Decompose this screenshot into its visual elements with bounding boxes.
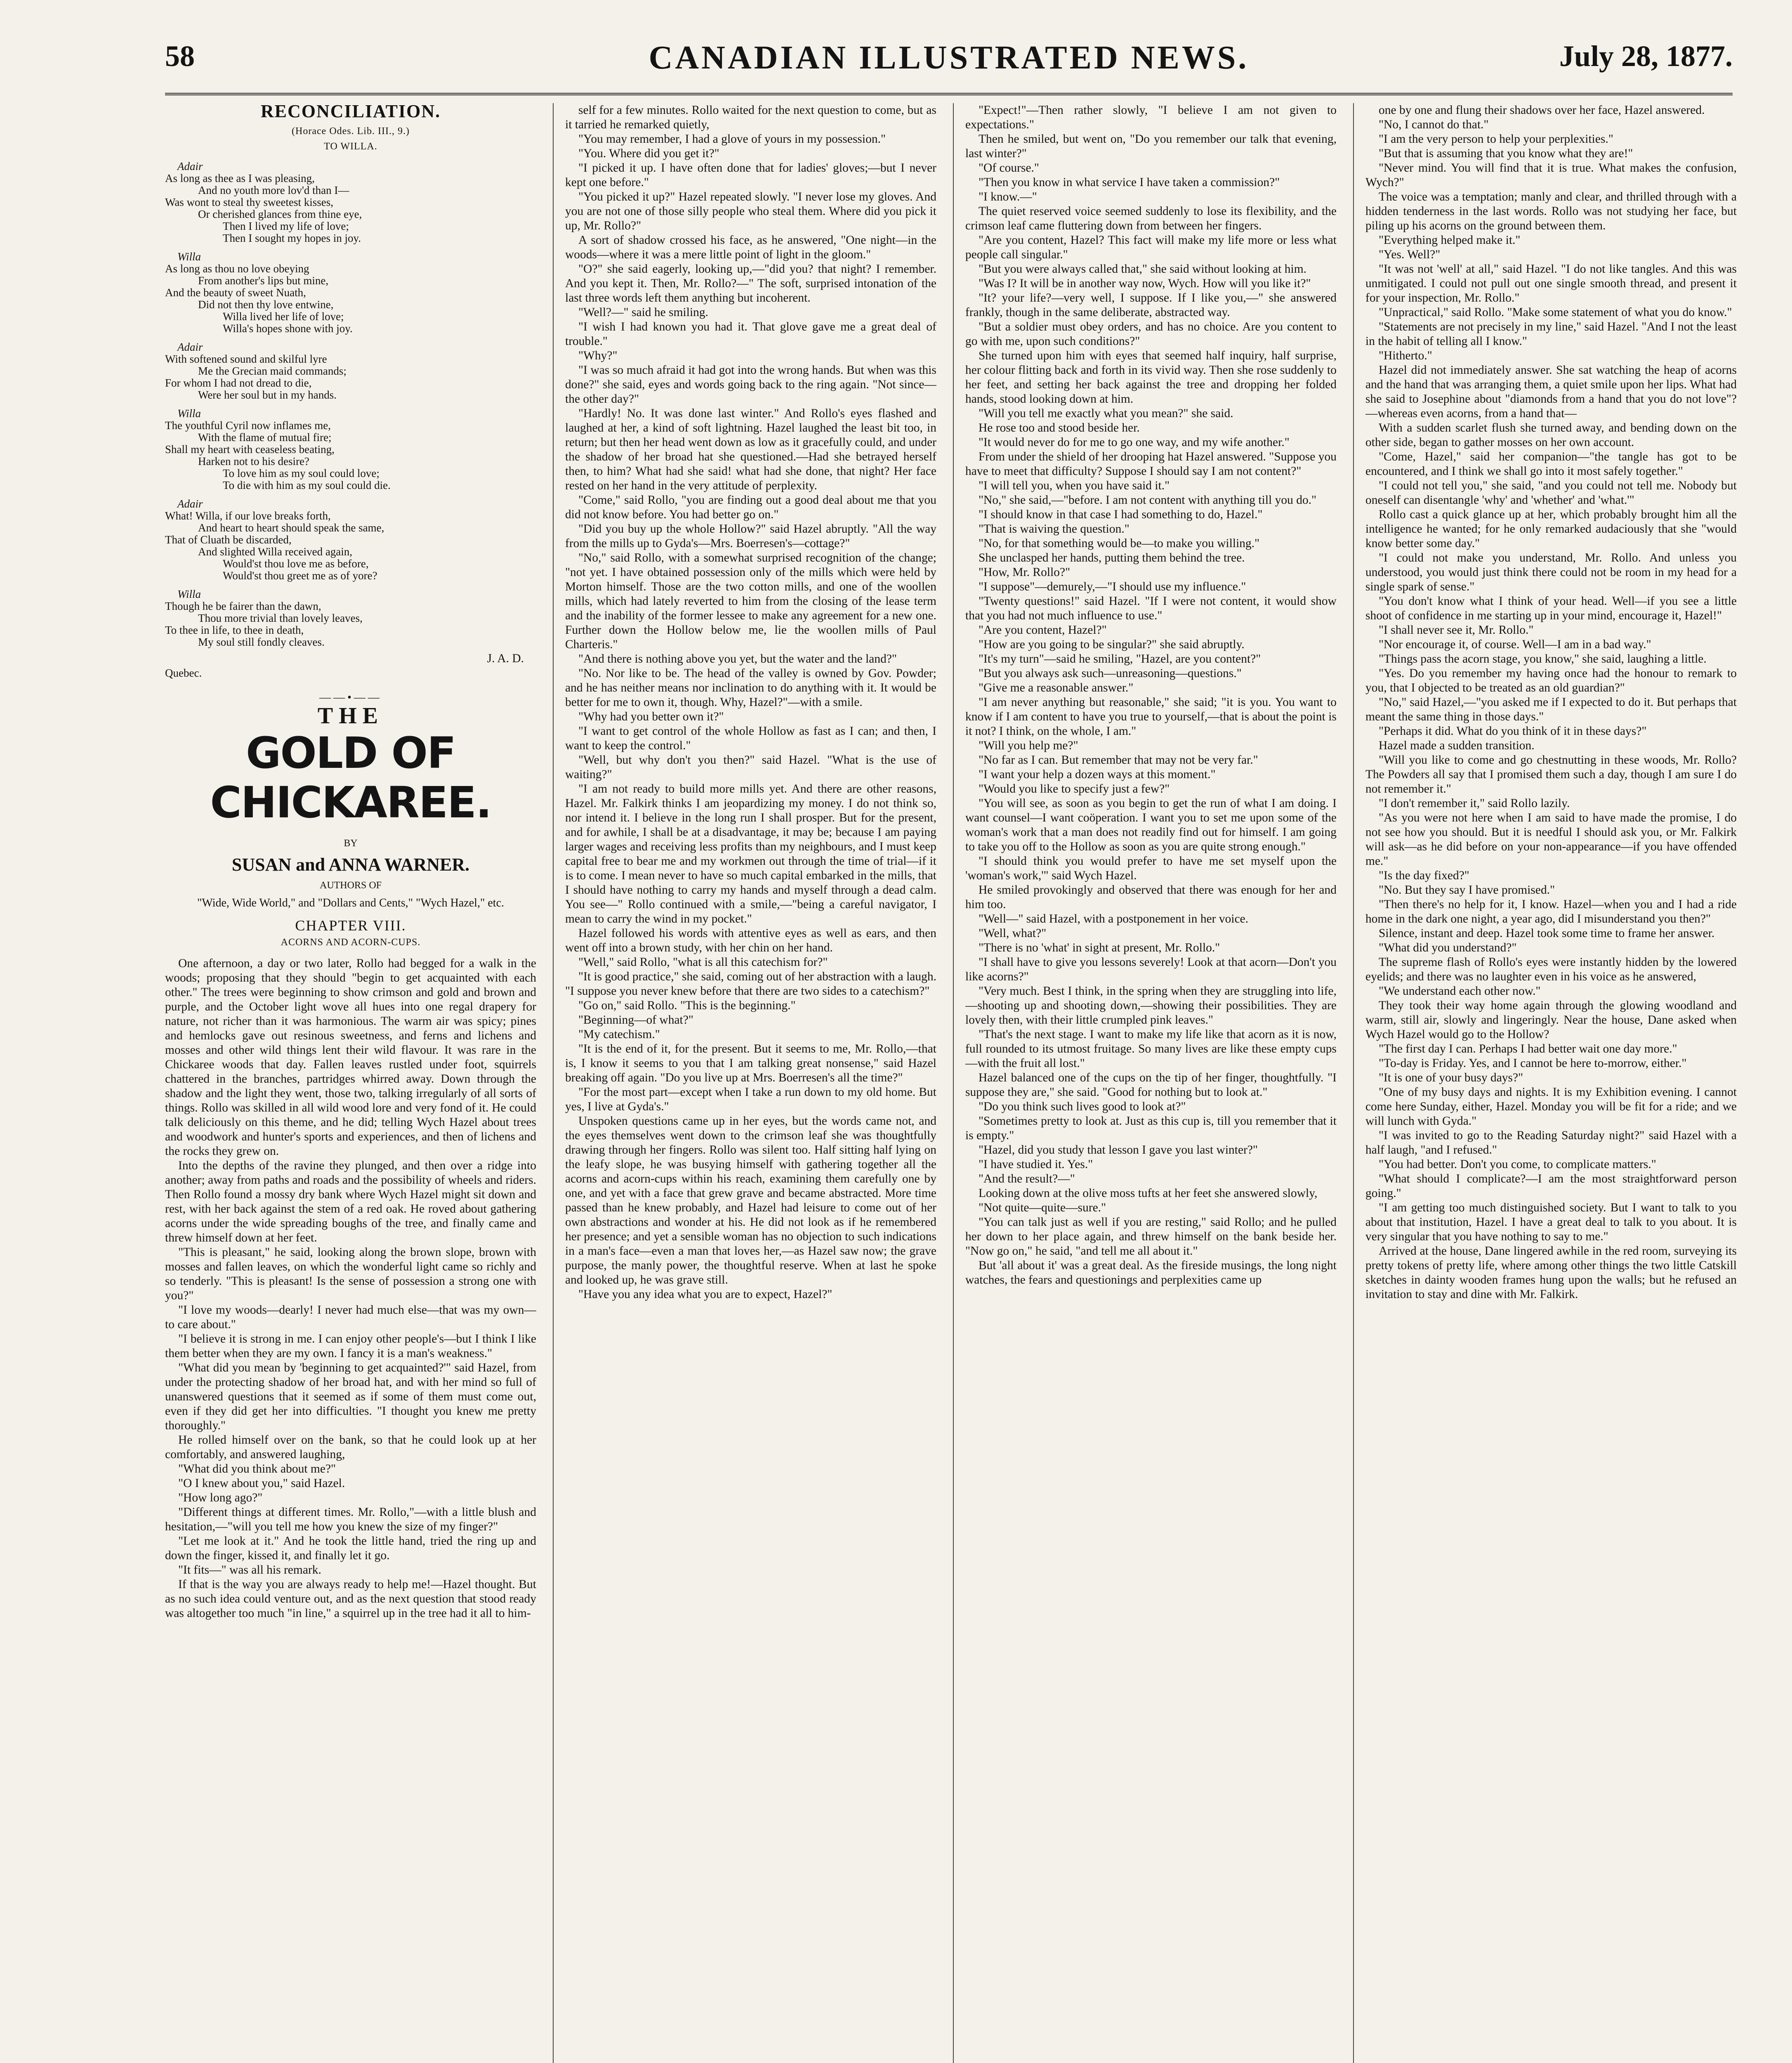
paragraph: "No, for that something would be—to make you willing."	[979, 537, 1260, 550]
paragraph: "It fits—" was all his remark.	[178, 1563, 321, 1577]
paragraph: "It was not 'well' at all," said Hazel. "I do not like tangles. And this was unmitigated. I could not pull out one single smooth thread, and present it for your inspection, Mr. Rollo."	[1365, 262, 1737, 304]
paragraph: "Never mind. You will find that it is true. What makes the confusion, Wych?"	[1365, 161, 1737, 189]
paragraph: "It is good practice," she said, coming out of her abstraction with a laugh. "I suppose you never knew before that there are two sides to a catechism?"	[565, 970, 936, 998]
paragraph: "Hardly! No. It was done last winter." And Rollo's eyes flashed and laughed at her, a kind of soft lightning. Hazel laughed the least bit too, in return; but then her head went down as low as it gracefully could, and under the shadow of her broad hat she questioned.—Had she betrayed herself then, to him? What had she said! what had she done, that night? Her face rested on her hand in the very attitude of perplexity.	[565, 407, 936, 492]
paragraph: "I shall have to give you lessons severely! Look at that acorn—Don't you like acorns?"	[965, 956, 1337, 983]
paragraph: One afternoon, a day or two later, Rollo had begged for a walk in the woods; proposing that they should "begin to get acquainted with each other." The trees were beginning to show crimson and gold and brown and purple, and the October light wove all hues into one regal drapery for nature, not richer than it was harmonious. The warm air was spicy; pines and hemlocks gave out resinous sweetness, and ferns and lichens and mosses and other wild things lent their wild flavour. It was rare in the Chickaree woods that day. Fallen leaves rustled under foot, squirrels chattered in the branches, partridges whirred away. Down through the shadow and the light they went, those two, talking irregularly of all sorts of things. Rollo was skilled in all wild wood lore and very fond of it. He could talk deliciously on this theme, and he did; telling Wych Hazel about trees and woodwork and hunter's sports and experiences, and then of lichens and the rocks they grew on.	[165, 957, 536, 1158]
paragraph: "I want to get control of the whole Hollow as fast as I can; and then, I want to keep the control."	[565, 725, 936, 752]
paragraph: She unclasped her hands, putting them behind the tree.	[979, 551, 1245, 564]
poem-line: To die with him as my soul could die.	[223, 479, 391, 491]
column-2	[565, 103, 936, 2063]
paragraph: "Well, but why don't you then?" said Hazel. "What is the use of waiting?"	[565, 753, 936, 781]
poem-line: As long as thou no love obeying	[165, 262, 309, 275]
paragraph: He rolled himself over on the bank, so that he could look up at her comfortably, and answered laughing,	[165, 1433, 536, 1461]
paragraph: "Are you content, Hazel?"	[979, 623, 1107, 637]
paragraph: If that is the way you are always ready to help me!—Hazel thought. But as no such idea could venture out, and as the next question that stood ready was altogether too much "in line," a squirrel up in the tree had it all to him-	[165, 1578, 536, 1620]
paragraph: Rollo cast a quick glance up at her, which probably brought him all the intelligence he wanted; for he only remarked audaciously that she "would know better some day."	[1365, 508, 1737, 550]
paragraph: "What did you understand?"	[1379, 941, 1517, 954]
paragraph: A sort of shadow crossed his face, as he answered, "One night—in the woods—where it was a mere little point of light in the gloom."	[565, 234, 936, 261]
paragraph: "No," said Hazel,—"you asked me if I expected to do it. But perhaps that meant the same thing in those days."	[1365, 696, 1737, 723]
paragraph: "Then you know in what service I have taken a commission?"	[979, 176, 1280, 189]
paragraph: "You. Where did you get it?"	[578, 147, 719, 160]
paragraph: "Perhaps it did. What do you think of it in these days?"	[1379, 725, 1647, 738]
paragraph: She turned upon him with eyes that seemed half inquiry, half surprise, her colour flitting back and forth in its vivid way. Then she rose suddenly to her feet, and setting her back against the tree and dropping her folded hands, stood looking down at him.	[965, 349, 1337, 406]
paragraph: "I am not ready to build more mills yet. And there are other reasons, Hazel. Mr. Falkirk thinks I am jeopardizing my money. I do not think so, nor intend it. I believe in the long run I shall prosper. But for the present, and for awhile, I shall be at a disadvantage, it may be; because I am paying larger wages and receiving less profits than my neighbours, and I must keep capital free to bear me and my workmen out through the time of trial—if it is to come. I mean never to have so much capital embarked in the mills, that I should have nothing to carry my hands and myself through a dead calm. You see—" Rollo continued with a smile,—"being a careful navigator, I mean to carry the wind in my pocket."	[565, 782, 936, 925]
paragraph: "I picked it up. I have often done that for ladies' gloves;—but I never kept one before."	[565, 161, 936, 189]
poem-speaker: Adair	[177, 341, 203, 353]
paragraph: The quiet reserved voice seemed suddenly to lose its flexibility, and the crimson leaf came fluttering down from between her fingers.	[965, 205, 1337, 232]
poem-line: That of Cluath be discarded,	[165, 533, 292, 546]
section-divider: ——•——	[319, 691, 382, 704]
paragraph: "The first day I can. Perhaps I had better wait one day more."	[1379, 1042, 1677, 1055]
paragraph: "I know.—"	[979, 190, 1037, 203]
paragraph: "Come," said Rollo, "you are finding out a good deal about me that you did not know before. You had better go on."	[565, 493, 936, 521]
poem-line: Then I sought my hopes in joy.	[223, 232, 361, 244]
poem-line: From another's lips but mine,	[198, 274, 329, 287]
paragraph: "To-day is Friday. Yes, and I cannot be here to-morrow, either."	[1379, 1057, 1687, 1070]
paragraph: "I want your help a dozen ways at this moment."	[979, 768, 1216, 781]
paragraph: "It would never do for me to go one way, and my wife another."	[979, 436, 1290, 449]
poem-line: Were her soul but in my hands.	[198, 389, 337, 401]
poem-line: Though he be fairer than the dawn,	[165, 600, 321, 612]
paragraph: "Do you think such lives good to look at?"	[979, 1100, 1186, 1113]
paragraph: "Beginning—of what?"	[578, 1013, 693, 1027]
paragraph: "And there is nothing above you yet, but the water and the land?"	[578, 652, 897, 666]
paragraph: "I love my woods—dearly! I never had much else—that was my own—to care about."	[165, 1303, 536, 1331]
paragraph: "It's my turn"—said he smiling, "Hazel, are you content?"	[979, 652, 1261, 666]
paragraph: "How are you going to be singular?" she said abruptly.	[979, 638, 1245, 651]
story-authors-of: AUTHORS OF	[319, 880, 382, 891]
paragraph: "Everything helped make it."	[1379, 234, 1521, 247]
paragraph: "I shall never see it, Mr. Rollo."	[1379, 623, 1534, 637]
paragraph: "Yes. Do you remember my having once had the honour to remark to you, that I objected to be treated as an old guardian?"	[1365, 667, 1737, 694]
column-4-text	[1365, 103, 1737, 1302]
paragraph: "I suppose"—demurely,—"I should use my influence."	[979, 580, 1246, 593]
paragraph: "This is pleasant," he said, looking along the brown slope, brown with mosses and fallen leaves, on which the wonderful light came so richly and so tenderly. "This is pleasant! Is the sense of possession a strong one with you?"	[165, 1246, 536, 1302]
paragraph: Then he smiled, but went on, "Do you remember our talk that evening, last winter?"	[965, 132, 1337, 160]
column-4	[1365, 103, 1737, 2063]
poem-line: As long as thee as I was pleasing,	[165, 172, 315, 184]
paragraph: "Will you help me?"	[979, 739, 1078, 752]
poem-line: Then I lived my life of love;	[223, 220, 349, 232]
story-authors: SUSAN and ANNA WARNER.	[231, 854, 470, 875]
paragraph: "I believe it is strong in me. I can enjoy other people's—but I think I like them better when they are my own. I fancy it is a man's weakness."	[165, 1332, 536, 1360]
poem-line: Shall my heart with ceaseless beating,	[165, 443, 335, 456]
page-number: 58	[165, 40, 195, 73]
paragraph: "Will you tell me exactly what you mean?" she said.	[979, 407, 1233, 420]
paragraph: "Unpractical," said Rollo. "Make some statement of what you do know."	[1379, 306, 1732, 319]
paragraph: "You can talk just as well if you are resting," said Rollo; and he pulled her down to her place again, and threw himself on the bank beside her. "Now go on," he said, "and tell me all about it."	[965, 1216, 1337, 1258]
poem-body	[165, 161, 536, 648]
paragraph: "As you were not here when I am said to have made the promise, I do not see how you should. But it is needful I should ask you, or Mr. Falkirk will ask—as he did before on your non-appearance—if you have offended me."	[1365, 811, 1737, 868]
poem-line: Me the Grecian maid commands;	[198, 365, 347, 377]
paragraph: "You had better. Don't you come, to complicate matters."	[1379, 1158, 1656, 1171]
paragraph: self for a few minutes. Rollo waited for the next question to come, but as it tarried he remarked quietly,	[565, 104, 936, 131]
paragraph: "Yes. Well?"	[1379, 248, 1441, 261]
paragraph: "That is waiving the question."	[979, 522, 1129, 536]
paragraph: They took their way home again through the glowing woodland and warm, still air, slowly and lingeringly. Near the house, Dane asked when Wych Hazel would go to the Hollow?	[1365, 999, 1737, 1041]
poem-place: Quebec.	[165, 667, 202, 679]
story-the: THE	[317, 703, 384, 729]
header-rule	[165, 93, 1733, 95]
poem-line: Would'st thou greet me as of yore?	[223, 569, 377, 582]
paragraph: "Give me a reasonable answer."	[979, 681, 1134, 694]
paragraph: "No far as I can. But remember that may not be very far."	[979, 753, 1258, 767]
paragraph: "No," said Rollo, with a somewhat surprised recognition of the change; "not yet. I have obtained possession only of the mills which were held by Morton himself. Those are the two cotton mills, and one of the woollen mills, which had lately reverted to him from the closing of the lease term and the inability of the former lessee to make any agreement for a new one. Further down the Hollow below me, lie the woollen mills of Paul Charteris."	[565, 551, 936, 651]
paragraph: "Then there's no help for it, I know. Hazel—when you and I had a ride home in the dark one night, a year ago, did I misunderstand you then?"	[1365, 898, 1737, 925]
poem-line: With softened sound and skilful lyre	[165, 353, 327, 365]
paragraph: "Well—" said Hazel, with a postponement in her voice.	[979, 912, 1249, 925]
paragraph: "I don't remember it," said Rollo lazily.	[1379, 797, 1570, 810]
paragraph: "Statements are not precisely in my line," said Hazel. "And I not the least in the habit of telling all I know."	[1365, 320, 1737, 348]
paragraph: "Very much. Best I think, in the spring when they are struggling into life,—shooting up and shooting down,—showing their possibilities. They are lovely then, with their little crumpled pink leaves."	[965, 984, 1337, 1027]
column-divider	[953, 103, 954, 2063]
paragraph: Arrived at the house, Dane lingered awhile in the red room, surveying its pretty tokens of pretty life, where among other things the two little Catskill sketches in dainty wooden frames hung upon the walls; but he refused an invitation to stay and dine with Mr. Falkirk.	[1365, 1244, 1737, 1301]
poem-speaker: Willa	[177, 250, 201, 263]
paragraph: "O?" she said eagerly, looking up,—"did you? that night? I remember. And you kept it. Then, Mr. Rollo?—" The soft, surprised intonation of the last three words left them anything but incoherent.	[565, 262, 936, 304]
poem-line: To thee in life, to thee in death,	[165, 624, 304, 636]
paragraph: Unspoken questions came up in her eyes, but the words came not, and the eyes themselves went down to the crimson leaf she was thoughtfully drawing through her fingers. Rollo was silent too. Half sitting half lying on the leafy slope, he was busying himself with gathering together all the acorns and acorn-cups within his reach, examining them carefully one by one, and yet with a face that grew grave and became abstracted. More time passed than he knew probably, and Hazel had leisure to come out of her own abstractions and wonder at his. He did not look as if he remembered her presence; and yet a sensible woman has no objection to such indications in a man's face—even a man that loves her,—as Hazel saw now; the grave purpose, the manly power, the thoughtful reserve. When at last he spoke and looked up, he was grave still.	[565, 1114, 936, 1286]
poem-line: What! Willa, if our love breaks forth,	[165, 510, 331, 522]
paragraph: "You picked it up?" Hazel repeated slowly. "I never lose my gloves. And you are not one of those silly people who steal them. Where did you pick it up, Mr. Rollo?"	[565, 190, 936, 232]
poem-line: Willa lived her life of love;	[223, 310, 344, 323]
poem-speaker: Willa	[177, 588, 201, 600]
paragraph: "Well?—" said he smiling.	[578, 306, 709, 319]
paragraph: "But a soldier must obey orders, and has no choice. Are you content to go with me, upon such conditions?"	[965, 320, 1337, 348]
poem-line: Or cherished glances from thine eye,	[198, 208, 362, 220]
poem-speaker: Adair	[177, 160, 203, 172]
paragraph: Silence, instant and deep. Hazel took some time to frame her answer.	[1379, 927, 1715, 940]
paragraph: "Hitherto."	[1379, 349, 1432, 362]
paragraph: "I was invited to go to the Reading Saturday night?" said Hazel with a half laugh, "and I refused."	[1365, 1129, 1737, 1157]
paragraph: "Twenty questions!" said Hazel. "If I were not content, it would show that you had not much influence to use."	[965, 595, 1337, 622]
paragraph: "Come, Hazel," said her companion—"the tangle has got to be encountered, and I think we shall go into it most safely together."	[1365, 450, 1737, 478]
paragraph: "That's the next stage. I want to make my life like that acorn as it is now, full rounded to its utmost fruitage. So many lives are like these empty cups—with the fruit all lost."	[965, 1028, 1337, 1070]
paragraph: "Nor encourage it, of course. Well—I am in a bad way."	[1379, 638, 1651, 651]
paragraph: "Hazel, did you study that lesson I gave you last winter?"	[979, 1143, 1258, 1157]
paragraph: "But that is assuming that you know what they are!"	[1379, 147, 1633, 160]
poem-title: RECONCILIATION.	[260, 103, 441, 121]
paragraph: "I was so much afraid it had got into the wrong hands. But when was this done?" she said, eyes and words going back to the ring again. "Not since—the other day?"	[565, 364, 936, 406]
paragraph: "Why?"	[578, 349, 618, 362]
column-1	[165, 103, 536, 2063]
poem-line: Was wont to steal thy sweetest kisses,	[165, 196, 334, 208]
paragraph: "I could not tell you," she said, "and you could not tell me. Nobody but oneself can disentangle 'why' and 'whether' and 'what.'"	[1365, 479, 1737, 507]
poem-line: And no youth more lov'd than I—	[198, 184, 349, 196]
paragraph: "One of my busy days and nights. It is my Exhibition evening. I cannot come here Sunday, either, Hazel. Monday you will be fit for a ride; and we will lunch with Gyda."	[1365, 1086, 1737, 1128]
paragraph: "What did you mean by 'beginning to get acquainted?'" said Hazel, from under the protecting shadow of her broad hat, and with her mind so full of unanswered questions that it seemed as if some of them must come out, even if they did get her into difficulties. "I thought you knew me pretty thoroughly."	[165, 1361, 536, 1432]
paragraph: "Have you any idea what you are to expect, Hazel?"	[578, 1288, 832, 1301]
page-header	[165, 39, 1733, 85]
paragraph: "How, Mr. Rollo?"	[979, 566, 1070, 579]
paragraph: "O I knew about you," said Hazel.	[178, 1477, 345, 1490]
poem-signature: J. A. D.	[487, 652, 524, 665]
paragraph: "Things pass the acorn stage, you know," she said, laughing a little.	[1379, 652, 1707, 666]
story-title: GOLD OF CHICKAREE.	[210, 728, 491, 828]
paragraph: "I will tell you, when you have said it."	[979, 479, 1170, 492]
paragraph: "I should think you would prefer to have me set myself upon the 'woman's work,'" said Wych Hazel.	[965, 854, 1337, 882]
paragraph: With a sudden scarlet flush she turned away, and bending down on the other side, began to gather mosses on her own account.	[1365, 421, 1737, 449]
paragraph: "But you were always called that," she said without looking at him.	[979, 262, 1307, 276]
poem-line: And slighted Willa received again,	[198, 545, 353, 558]
paragraph: "Different things at different times. Mr. Rollo,"—with a little blush and hesitation,—"will you tell me how you knew the size of my finger?"	[165, 1506, 536, 1533]
poem-speaker: Willa	[177, 407, 201, 420]
chapter-number: CHAPTER VIII.	[295, 917, 406, 934]
paragraph: "Go on," said Rollo. "This is the beginning."	[578, 999, 796, 1012]
paragraph: Looking down at the olive moss tufts at her feet she answered slowly,	[979, 1187, 1318, 1200]
paragraph: "No. But they say I have promised."	[1379, 883, 1555, 897]
paragraph: "You may remember, I had a glove of yours in my possession."	[578, 132, 886, 146]
paragraph: "No. Nor like to be. The head of the valley is owned by Gov. Powder; and he has neither means nor inclination to do anything with it. It would be better for me to own it, though. Why, Hazel?"—with a smile.	[565, 667, 936, 709]
paragraph: "There is no 'what' in sight at present, Mr. Rollo."	[979, 941, 1220, 954]
paragraph: He rose too and stood beside her.	[979, 421, 1140, 434]
paragraph: "Expect!"—Then rather slowly, "I believe I am not given to expectations."	[965, 104, 1337, 131]
paragraph: "You don't know what I think of your head. Well—if you see a little shoot of confidence in me starting up in your mind, encourage it, Hazel!"	[1365, 595, 1737, 622]
paragraph: "For the most part—except when I take a run down to my old home. But yes, I live at Gyda's."	[565, 1086, 936, 1113]
paragraph: "No," she said,—"before. I am not content with anything till you do."	[979, 493, 1317, 507]
paragraph: "Let me look at it." And he took the little hand, tried the ring up and down the finger, kissed it, and finally let it go.	[165, 1534, 536, 1562]
paragraph: one by one and flung their shadows over her face, Hazel answered.	[1379, 104, 1705, 117]
paragraph: "Not quite—quite—sure."	[979, 1201, 1106, 1214]
paragraph: "Why had you better own it?"	[578, 710, 724, 723]
poem-line: And the beauty of sweet Nuath,	[165, 286, 306, 299]
paragraph: "I am never anything but reasonable," she said; "it is you. You want to know if I am content to have you true to yourself,—that is about the point is it not? I think, on the whole, I am."	[965, 696, 1337, 738]
poem-line: Thou more trivial than lovely leaves,	[198, 612, 363, 624]
paragraph: "Well," said Rollo, "what is all this catechism for?"	[578, 956, 828, 969]
paragraph: "Did you buy up the whole Hollow?" said Hazel abruptly. "All the way from the mills up to Gyda's—Mrs. Boerresen's—cottage?"	[565, 522, 936, 550]
paragraph: "What should I complicate?—I am the most straightforward person going."	[1365, 1172, 1737, 1200]
paragraph: From under the shield of her drooping hat Hazel answered. "Suppose you have to meet that difficulty? Suppose I should say I am not content?"	[965, 450, 1337, 478]
paragraph: "How long ago?"	[178, 1491, 263, 1504]
column-2-text	[565, 103, 936, 1302]
paragraph: "I should know in that case I had something to do, Hazel."	[979, 508, 1263, 521]
paragraph: Hazel followed his words with attentive eyes as well as ears, and then went off into a brown study, with her chin on her hand.	[565, 927, 936, 954]
column-3-text	[965, 103, 1337, 1287]
poem-speaker: Adair	[177, 498, 203, 510]
poem-line: To love him as my soul could love;	[223, 467, 380, 479]
paragraph: "I wish I had known you had it. That glove gave me a great deal of trouble."	[565, 320, 936, 348]
paragraph: "It? your life?—very well, I suppose. If I like you,—" she answered frankly, though in the same deliberate, abstracted way.	[965, 291, 1337, 319]
poem-line: My soul still fondly cleaves.	[198, 636, 325, 648]
paragraph: "And the result?—"	[979, 1172, 1075, 1185]
masthead: CANADIAN ILLUSTRATED NEWS.	[648, 40, 1249, 76]
paragraph: Into the depths of the ravine they plunged, and then over a ridge into another; away from paths and roads and the possibility of wheels and riders. Then Rollo found a mossy dry bank where Wych Hazel might sit down and rest, with her back against the stem of a red oak. He roved about gathering acorns under the wide spreading boughs of the tree, and finally came and threw himself down at her feet.	[165, 1159, 536, 1244]
paragraph: "I could not make you understand, Mr. Rollo. And unless you understood, you would just think there could not be room in my head for a single spark of sense."	[1365, 551, 1737, 593]
chapter-title: ACORNS AND ACORN-CUPS.	[281, 937, 421, 948]
poem-line: And heart to heart should speak the same,	[198, 522, 384, 534]
paragraph: "But you always ask such—unreasoning—questions."	[979, 667, 1242, 680]
paragraph: "Sometimes pretty to look at. Just as this cup is, till you remember that it is empty."	[965, 1114, 1337, 1142]
paragraph: "Is the day fixed?"	[1379, 869, 1469, 882]
paragraph: "Of course."	[979, 161, 1039, 175]
column-3	[965, 103, 1337, 2063]
paragraph: "It is the end of it, for the present. But it seems to me, Mr. Rollo,—that is, I know it seems to you that I am talking great nonsense," said Hazel breaking off again. "Do you live up at Mrs. Boerresen's all the time?"	[565, 1042, 936, 1084]
poem-dedication: TO WILLA.	[324, 141, 377, 152]
paragraph: The supreme flash of Rollo's eyes were instantly hidden by the lowered eyelids; and there was no laughter even in his voice as he answered,	[1365, 956, 1737, 983]
paragraph: Hazel balanced one of the cups on the tip of her finger, thoughtfully. "I suppose they are," she said. "Good for nothing but to look at."	[965, 1071, 1337, 1099]
poem-line: The youthful Cyril now inflames me,	[165, 419, 331, 432]
paragraph: "It is one of your busy days?"	[1379, 1071, 1523, 1084]
column-1-text	[165, 956, 536, 1621]
poem-line: Willa's hopes shone with joy.	[223, 322, 353, 335]
issue-date: July 28, 1877.	[1559, 40, 1733, 73]
poem-source: (Horace Odes. Lib. III., 9.)	[292, 126, 410, 137]
poem-line: With the flame of mutual fire;	[198, 431, 332, 444]
poem-line: Did not then thy love entwine,	[198, 298, 334, 311]
paragraph: "Are you content, Hazel? This fact will make my life more or less what people call singular."	[965, 234, 1337, 261]
column-divider	[1353, 103, 1354, 2063]
paragraph: "I am the very person to help your perplexities."	[1379, 132, 1613, 146]
paragraph: "No, I cannot do that."	[1379, 118, 1489, 131]
paragraph: "Was I? It will be in another way now, Wych. How will you like it?"	[979, 277, 1311, 290]
paragraph: But 'all about it' was a great deal. As the fireside musings, the long night watches, the fears and questionings and perplexities came up	[965, 1259, 1337, 1286]
paragraph: He smiled provokingly and observed that there was enough for her and him too.	[965, 883, 1337, 911]
paragraph: "I have studied it. Yes."	[979, 1158, 1093, 1171]
poem-line: Harken not to his desire?	[198, 455, 309, 467]
paragraph: "My catechism."	[578, 1028, 660, 1041]
column-divider	[553, 103, 554, 2063]
paragraph: "Will you like to come and go chestnutting in these woods, Mr. Rollo? The Powders all say that I promised them such a day, though I am sure I do not remember it."	[1365, 753, 1737, 795]
poem-line: Would'st thou love me as before,	[223, 557, 369, 570]
paragraph: "Would you like to specify just a few?"	[979, 782, 1170, 795]
paragraph: "You will see, as soon as you begin to get the run of what I am doing. I want counsel—I want coöperation. I want you to set me upon some of the woman's work that a man does not readily find out for himself. I am going to take you off to the Hollow as soon as you are quite strong enough."	[965, 797, 1337, 853]
paragraph: The voice was a temptation; manly and clear, and thrilled through with a hidden tenderness in the last words. Rollo was not studying her face, but piling up his acorns on the ground between them.	[1365, 190, 1737, 232]
paragraph: "We understand each other now."	[1379, 984, 1541, 998]
story-works: "Wide, Wide World," and "Dollars and Cents," "Wych Hazel," etc.	[197, 897, 505, 909]
paragraph: "Well, what?"	[979, 927, 1047, 940]
story-by: BY	[344, 838, 358, 849]
paragraph: Hazel made a sudden transition.	[1379, 739, 1535, 752]
paragraph: Hazel did not immediately answer. She sat watching the heap of acorns and the hand that was arranging them, a quiet smile upon her lips. What had she said to Josephine about "diamonds from a hand that you do not love"?—whereas even acorns, from a hand that—	[1365, 364, 1737, 420]
paragraph: "I am getting too much distinguished society. But I want to talk to you about that institution, Hazel. I have a great deal to talk to you about. It is very singular that you have nothing to say to me."	[1365, 1201, 1737, 1243]
poem-line: For whom I had not dread to die,	[165, 377, 312, 389]
paragraph: "What did you think about me?"	[178, 1462, 336, 1475]
